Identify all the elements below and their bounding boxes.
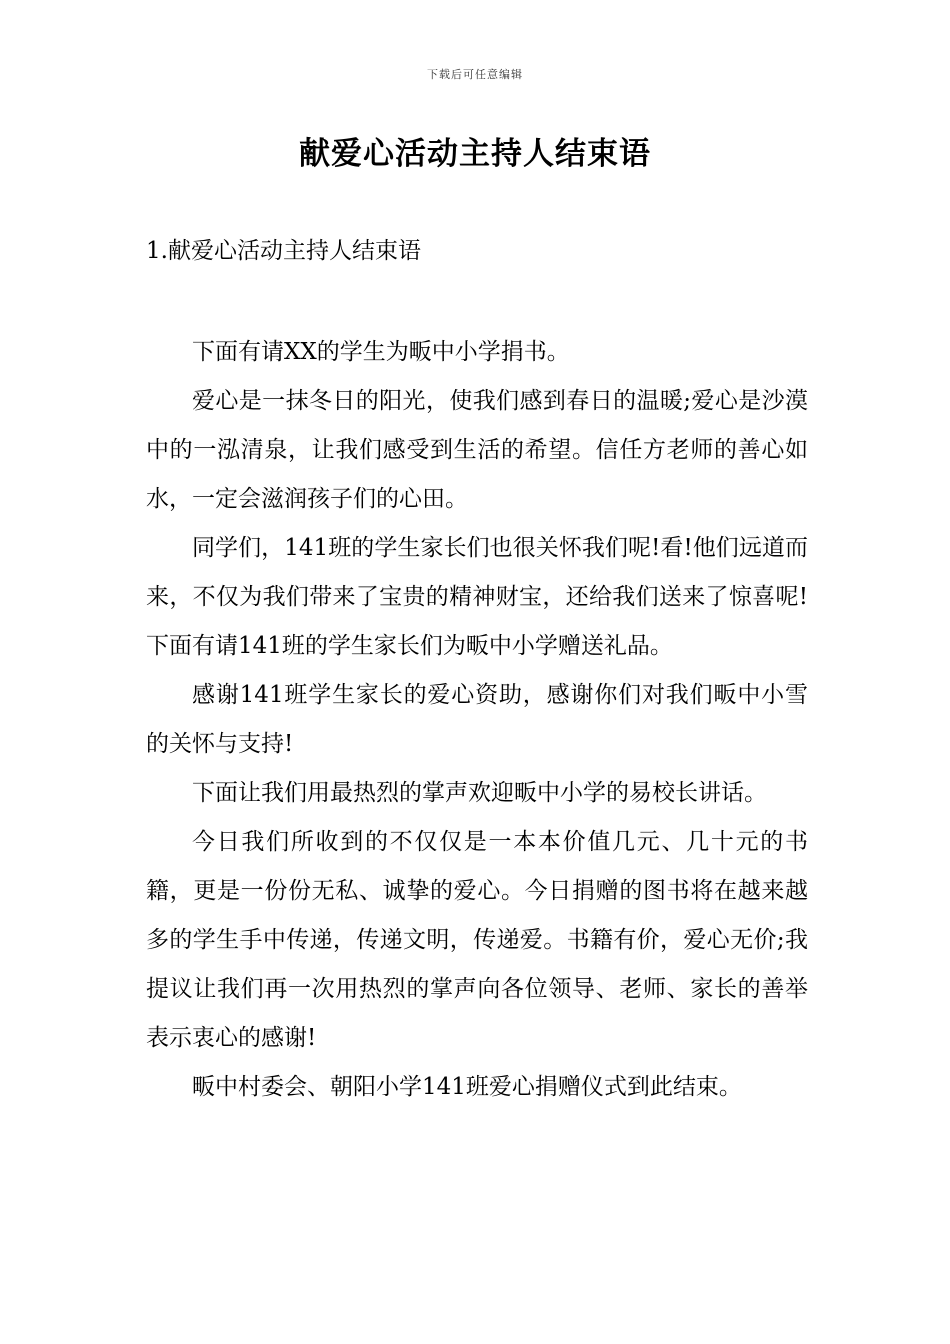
paragraph: 下面有请XX的学生为畈中小学捐书。 <box>192 339 570 365</box>
paragraph: 爱心是一抹冬日的阳光，使我们感到春日的温暖;爱心是沙漠中的一泓清泉，让我们感受到生活的希望。信任方老师的善心如水，一定会滋润孩子们的心田。 <box>146 388 808 512</box>
document-title: 献爱心活动主持人结束语 <box>299 136 651 172</box>
paragraph: 今日我们所收到的不仅仅是一本本价值几元、几十元的书籍，更是一份份无私、诚挚的爱心。今日捐赠的图书将在越来越多的学生手中传递，传递文明，传递爱。书籍有价，爱心无价;我提议让我们再一次用热烈的掌声向各位领导、老师、家长的善举表示衷心的感谢! <box>146 829 808 1051</box>
paragraph: 下面让我们用最热烈的掌声欢迎畈中小学的易校长讲话。 <box>192 780 767 806</box>
document-body <box>146 328 808 1112</box>
paragraph: 感谢141班学生家长的爱心资助，感谢你们对我们畈中小雪的关怀与支持! <box>146 682 808 757</box>
section-heading: 1.献爱心活动主持人结束语 <box>146 238 421 264</box>
paragraph: 畈中村委会、朝阳小学141班爱心捐赠仪式到此结束。 <box>192 1074 742 1100</box>
header-note: 下载后可任意编辑 <box>427 68 523 81</box>
paragraph: 同学们，141班的学生家长们也很关怀我们呢!看!他们远道而来，不仅为我们带来了宝贵的精神财宝，还给我们送来了惊喜呢!下面有请141班的学生家长们为畈中小学赠送礼品。 <box>146 535 808 659</box>
